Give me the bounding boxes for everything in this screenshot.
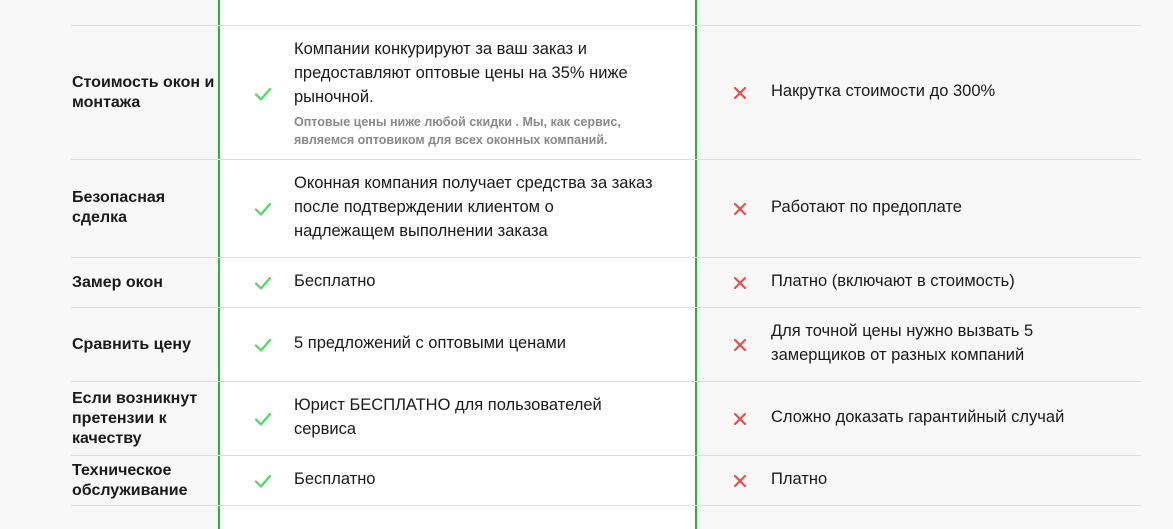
table-row (71, 456, 1141, 506)
table-row-top (71, 0, 1141, 26)
table-row (71, 308, 1141, 382)
competitor-value: Накрутка стоимости до 300% (771, 82, 996, 100)
check-icon (253, 273, 273, 293)
table-row (71, 160, 1141, 258)
competitor-value: Для точной цены нужно вызвать 5 замерщиков от разных компаний (771, 322, 1034, 364)
cross-icon (730, 199, 750, 219)
row-label: Техническое обслуживание (72, 462, 188, 499)
our-value-note: Оптовые цены ниже любой скидки . Мы, как сервис, являемся оптовиком для всех оконных компаний. (294, 115, 621, 147)
our-value: Бесплатно (294, 470, 376, 488)
cross-icon (730, 471, 750, 491)
comparison-table (71, 0, 1141, 506)
our-value-text: Компании конкурируют за ваш заказ и предоставляют оптовые цены на 35% ниже рыночной. (294, 40, 628, 106)
table-row (71, 382, 1141, 456)
check-icon (253, 471, 273, 491)
competitor-value: Платно (включают в стоимость) (771, 272, 1015, 290)
check-icon (253, 84, 273, 104)
row-label: Безопасная сделка (72, 189, 166, 226)
row-label: Если возникнут претензии к качеству (72, 390, 198, 447)
check-icon (253, 199, 273, 219)
cross-icon (730, 335, 750, 355)
check-icon (253, 409, 273, 429)
check-icon (253, 335, 273, 355)
our-value: Бесплатно (294, 272, 376, 290)
our-value: 5 предложений с оптовыми ценами (294, 334, 567, 352)
our-value (294, 37, 654, 149)
our-value: Юрист БЕСПЛАТНО для пользователей сервиса (294, 396, 602, 438)
row-label: Стоимость окон и монтажа (72, 74, 215, 111)
cross-icon (730, 273, 750, 293)
table-row (71, 258, 1141, 308)
competitor-value: Платно (771, 470, 828, 488)
cross-icon (730, 409, 750, 429)
competitor-value: Сложно доказать гарантийный случай (771, 408, 1065, 426)
competitor-value: Работают по предоплате (771, 198, 962, 216)
our-value: Оконная компания получает средства за заказ после подтверждении клиентом о надлежащем выполнении заказа (294, 174, 653, 240)
table-row (71, 26, 1141, 160)
row-label: Сравнить цену (72, 336, 191, 353)
row-label: Замер окон (72, 274, 163, 291)
cross-icon (730, 83, 750, 103)
